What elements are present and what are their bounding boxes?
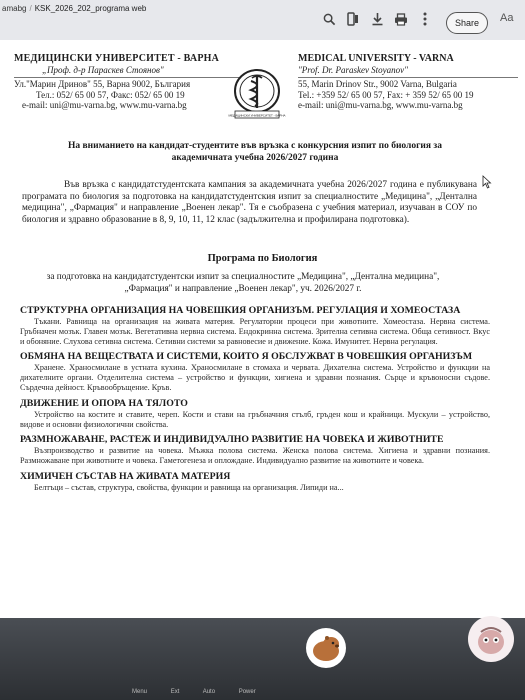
section-body: Възпроизводство и развитие на човека. Мъжка полова система. Женска полова система. Хигиена и здравни познания. Размножаване при животните и човека. Гаметогенеза и оплождане. Индивидуално развитие на животните и човека. <box>20 446 490 466</box>
header-bulgarian <box>14 54 244 111</box>
section-title: РАЗМНОЖАВАНЕ, РАСТЕЖ И ИНДИВИДУАЛНО РАЗВИТИЕ НА ЧОВЕКА И ЖИВОТНИТЕ <box>20 434 444 446</box>
svg-text:МЕДИЦИНСКИ УНИВЕРСИТЕТ - ВАРНА: МЕДИЦИНСКИ УНИВЕРСИТЕТ - ВАРНА <box>228 113 286 118</box>
search-icon[interactable] <box>321 11 337 27</box>
section-metabolism <box>20 351 490 392</box>
university-patron-en: "Prof. Dr. Paraskev Stoyanov" <box>298 64 408 75</box>
email-bg: e-mail: uni@mu-varna.bg, www.mu-varna.bg <box>22 100 187 110</box>
section-movement <box>20 398 490 430</box>
university-patron-bg: „Проф. д-р Параскев Стоянов" <box>42 64 164 75</box>
dock-label-power[interactable]: Power <box>238 689 256 695</box>
viewer-toolbar <box>0 0 525 41</box>
address-bg: Ул."Марин Дринов" 55, Варна 9002, България <box>14 77 244 90</box>
header-english <box>298 54 518 111</box>
dock-label-menu[interactable]: Menu <box>132 689 148 695</box>
program-sections <box>20 305 490 498</box>
section-body: Хранене. Храносмилане в устната кухина. Храносмилане в стомаха и червата. Дихателна система. Устройство и функции на дихателните органи. Отделителна система – устройство и функции, хигиена и здравни познания. Сърце и кръвоносни съдове. Сърдечна дейност. Кръвообръщение. Кръв. <box>20 363 490 392</box>
phone-bg: Тел.: 052/ 65 00 57, Факс: 052/ 65 00 19 <box>36 89 185 100</box>
share-button[interactable]: Share <box>446 12 488 34</box>
program-title: Програма по Биология <box>207 253 318 264</box>
capybara-sticker-icon <box>306 628 346 668</box>
phone-en: Tel.: +359 52/ 65 00 57, Fax: + 359 52/ 65 00 19 <box>298 89 474 100</box>
dock-labels <box>132 689 278 695</box>
text-size-button[interactable]: Aa <box>500 12 514 24</box>
university-name-en: MEDICAL UNIVERSITY - VARNA <box>298 53 454 64</box>
section-title: ДВИЖЕНИЕ И ОПОРА НА ТЯЛОТО <box>20 397 188 409</box>
section-body: Устройство на костите и ставите, череп. Кости и стави на гръбначния стълб, гръден кош и крайници. Мускули – устройство, видове и основни физиологични свойства. <box>20 409 490 429</box>
address-en: 55, Marin Drinov Str., 9002 Varna, Bulgaria <box>298 77 518 90</box>
breadcrumb-prefix[interactable]: amabg <box>2 4 27 13</box>
mouse-cursor-icon <box>482 175 492 189</box>
more-icon[interactable] <box>417 11 433 27</box>
university-name-bg: МЕДИЦИНСКИ УНИВЕРСИТЕТ - ВАРНА <box>14 53 220 64</box>
document-filename[interactable]: KSK_2026_202_programa web <box>34 4 147 13</box>
section-title: СТРУКТУРНА ОРГАНИЗАЦИЯ НА ЧОВЕШКИЯ ОРГАНИЗЪМ. РЕГУЛАЦИЯ И ХОМЕОСТАЗА <box>20 305 461 316</box>
desktop-taskbar <box>0 618 525 700</box>
notice-heading: На вниманието на кандидат-студентите във връзка с конкурсния изпит по биология за академичната учебна 2026/2027 година <box>67 141 442 163</box>
section-structure <box>20 305 490 346</box>
intro-paragraph: Във връзка с кандидатстудентската кампания за академичната учебна 2026/2027 година е публикувана програмата по биология за подготовка на кандидатстудентския изпит за специалностите „Медицина", „Дентална медицина", „Фармация" и направление „Военен лекар". Тя е съобразена с учебния материал, изучаван в СОУ по биология и здравно образование в 8, 9, 10, 11, 12 клас (задължителна и профилирана подготовка). <box>22 180 477 225</box>
character-sticker-icon <box>468 616 514 662</box>
copy-icon[interactable] <box>345 11 361 27</box>
section-title: ОБМЯНА НА ВЕЩЕСТВАТА И СИСТЕМИ, КОИТО Я ОБСЛУЖВАТ В ЧОВЕШКИЯ ОРГАНИЗЪМ <box>20 351 473 363</box>
university-logo <box>226 64 288 124</box>
breadcrumb <box>2 4 146 13</box>
program-subtitle: за подготовка на кандидатстудентски изпит за специалностите „Медицина", „Дентална медицина", „Фармация" и направление „Военен лекар", уч. 2026/2027 г. <box>46 272 440 294</box>
breadcrumb-separator: / <box>29 4 32 13</box>
print-icon[interactable] <box>393 11 409 27</box>
section-title: ХИМИЧЕН СЪСТАВ НА ЖИВАТА МАТЕРИЯ <box>20 470 231 482</box>
section-reproduction <box>20 434 490 466</box>
section-body: Тъкани. Равнища на организация на живата материя. Регулаторни процеси при животните. Хомеостаза. Нервна система. Гръбначен мозък. Главен мозък. Вегетативна нервна система. Ендокринна система. Зрителна сетивна система. Обща сетивност. Вкус и обоняние. Слухова сетивна система. Сетивни системи за равновесие и движение. Кожа. Имунитет. Нервна регулация. <box>20 317 490 346</box>
section-body: Белтъци – състав, структура, свойства, функции и равнища на организация. Липиди на... <box>34 482 344 492</box>
section-chemistry <box>20 471 490 493</box>
dock-label-ext[interactable]: Ext <box>170 689 180 695</box>
dock-label-auto[interactable]: Auto <box>202 689 216 695</box>
email-en: e-mail: uni@mu-varna.bg, www.mu-varna.bg <box>298 100 463 110</box>
download-icon[interactable] <box>369 11 385 27</box>
document-page <box>0 40 525 618</box>
